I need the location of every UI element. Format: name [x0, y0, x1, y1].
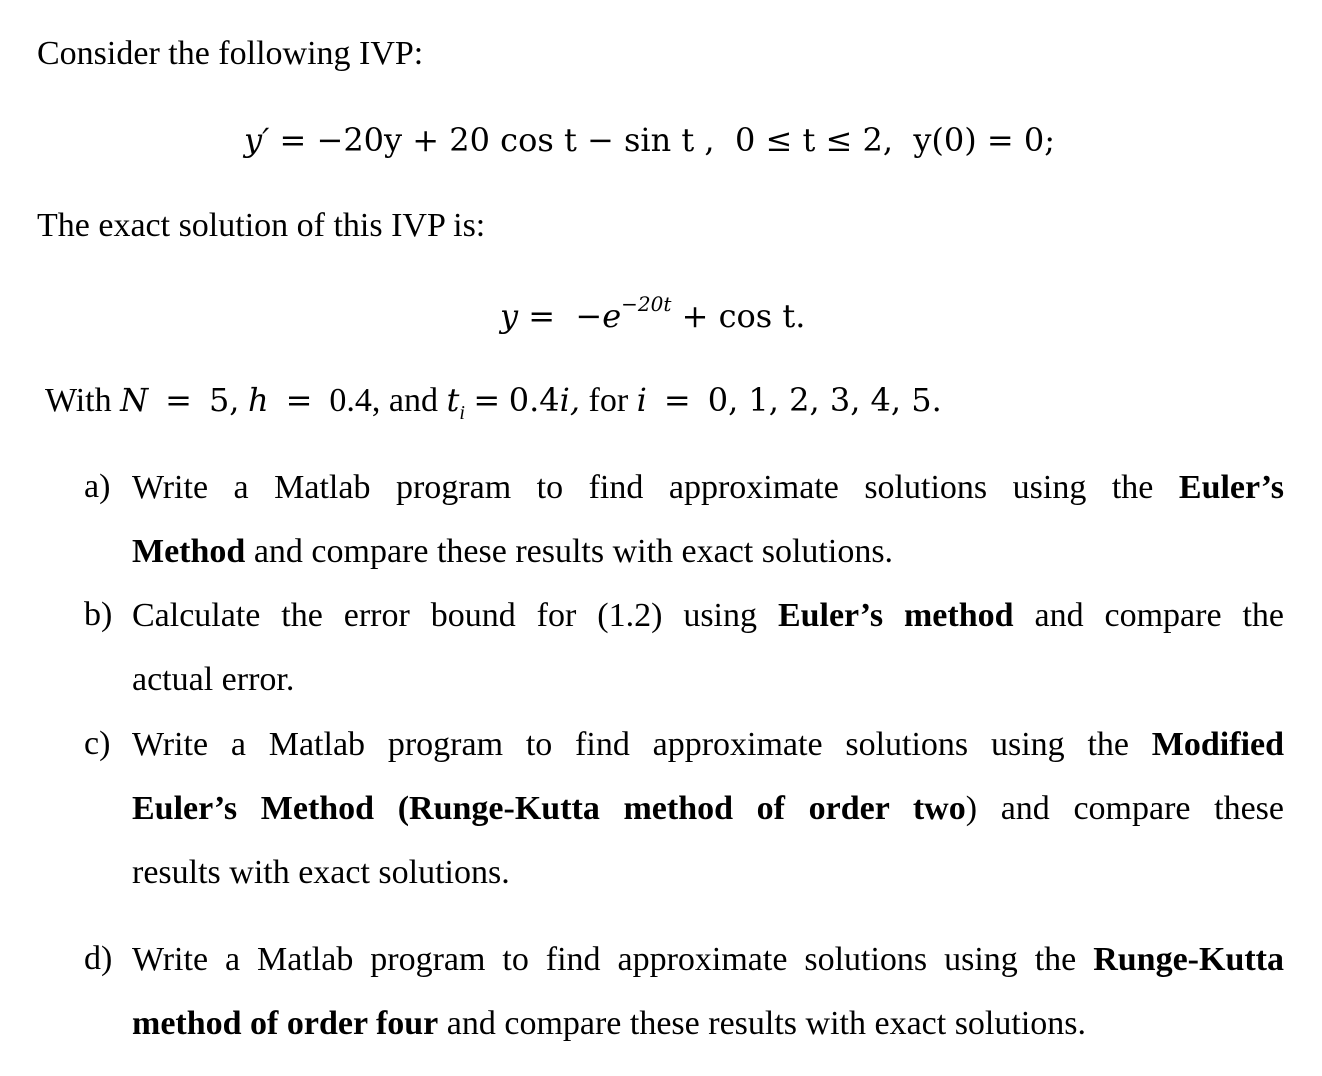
params-eq2: =	[285, 381, 313, 419]
params-t-value: 0.4	[508, 381, 560, 419]
item-a-bold2: Method	[132, 533, 246, 570]
params-eq4: =	[663, 381, 691, 419]
item-b-label: b)	[84, 596, 113, 633]
item-c-bold2: Euler’s Method (Runge-Kutta method of order two	[132, 790, 966, 827]
ode-domain: 0 ≤ t ≤ 2,	[734, 121, 893, 159]
params-eq1: =	[165, 381, 192, 419]
item-d-line1	[132, 940, 1284, 1004]
params-N-value: 5,	[208, 381, 240, 419]
item-d-text1: Write a Matlab program to find approximate solutions using the	[132, 941, 1077, 978]
item-b-bold1: Euler’s method	[777, 597, 1014, 634]
item-a-bold1: Euler’s	[1178, 469, 1285, 506]
params-h: h	[247, 381, 269, 419]
item-b-text1-post: and compare the	[1034, 597, 1285, 634]
item-c-bold1: Modified	[1151, 726, 1285, 763]
params-eq3: =	[473, 381, 501, 419]
parameters-line	[45, 380, 942, 424]
params-t: t	[446, 381, 460, 419]
params-with: With	[45, 382, 112, 419]
item-d-label: d)	[84, 940, 113, 977]
item-b-line1	[132, 596, 1284, 660]
exact-base: −e	[575, 297, 622, 335]
item-a-text2: and compare these results with exact solutions.	[253, 533, 894, 570]
params-h-value: 0.4, and	[329, 382, 438, 419]
item-b-text1: Calculate the error bound for (1.2) using	[132, 597, 757, 634]
item-d-body	[132, 940, 1284, 1068]
item-c-text2-post: ) and compare these	[965, 790, 1284, 827]
item-c-text1: Write a Matlab program to find approximate solutions using the	[132, 726, 1129, 763]
params-i-values: 0, 1, 2, 3, 4, 5.	[707, 381, 942, 419]
params-i: i	[636, 381, 647, 419]
exact-exponent: −20t	[621, 292, 672, 316]
ode-lhs: y′	[244, 121, 270, 159]
params-t-subscript: i	[459, 402, 465, 424]
item-a-text1: Write a Matlab program to find approximate solutions using the	[132, 469, 1154, 506]
ode-equals: =	[279, 121, 307, 159]
item-b-line2: actual error.	[132, 661, 295, 698]
item-c-body	[132, 725, 1284, 917]
exact-solution-equation	[500, 292, 806, 336]
params-for: for	[588, 382, 629, 419]
params-N: N	[120, 381, 149, 419]
item-a-line2	[132, 532, 1284, 596]
ode-equation	[244, 120, 1055, 160]
intro-text: Consider the following IVP:	[37, 35, 424, 72]
item-c-line1	[132, 725, 1284, 789]
ode-initial-condition: y(0) = 0;	[913, 121, 1056, 159]
item-c-label: c)	[84, 725, 111, 762]
item-a-label: a)	[84, 468, 111, 505]
item-d-bold2: method of order four	[132, 1005, 439, 1042]
exact-intro-text: The exact solution of this IVP is:	[37, 207, 486, 244]
item-a-line1	[132, 468, 1284, 532]
item-d-text2-post: and compare these results with exact solutions.	[446, 1005, 1086, 1042]
item-c-line3: results with exact solutions.	[132, 854, 510, 891]
item-d-line2	[132, 1004, 1284, 1068]
item-b-body	[132, 596, 1284, 724]
item-a-body	[132, 468, 1284, 596]
params-t-index: i,	[559, 381, 581, 419]
ode-rhs: −20y + 20 cos t − sin t ,	[316, 121, 715, 159]
item-c-line2	[132, 789, 1284, 853]
item-d-bold1: Runge-Kutta	[1093, 941, 1285, 978]
exact-lhs: y =	[500, 297, 556, 335]
exact-tail: + cos t.	[681, 297, 806, 335]
